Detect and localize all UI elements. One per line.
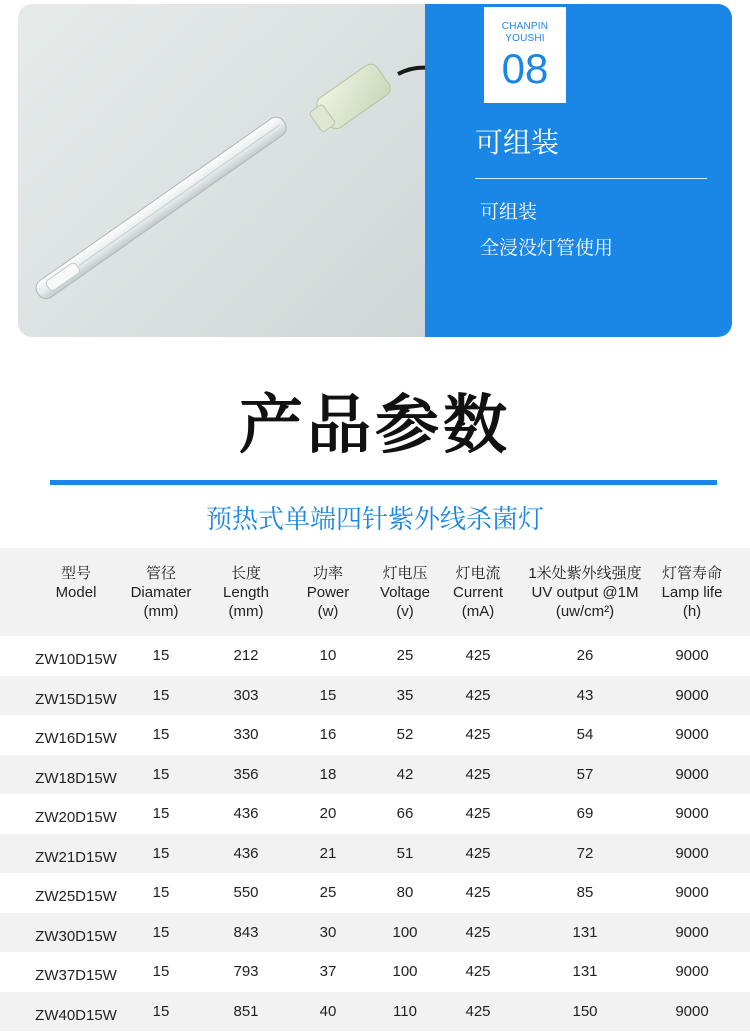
cell-uv-output: 72	[576, 844, 594, 862]
cell-uv-output: 131	[572, 963, 598, 980]
header-length-unit: (mm)	[228, 603, 264, 620]
header-length-cn: 长度	[230, 565, 261, 582]
cell-voltage: 42	[396, 765, 414, 783]
cell-lamp-life: 9000	[675, 647, 709, 664]
feature-title: 可组装	[475, 126, 560, 159]
cell-lamp-life: 9000	[675, 963, 709, 980]
cell-current: 425	[465, 923, 491, 941]
cell-diameter: 15	[152, 805, 170, 822]
cell-model: ZW37D15W	[35, 967, 117, 984]
header-voltage-cn: 灯电压	[382, 565, 428, 582]
cell-power: 30	[319, 923, 337, 941]
cell-current: 425	[465, 844, 491, 862]
cell-length: 793	[233, 963, 259, 980]
cell-diameter: 15	[152, 923, 170, 941]
cell-current: 425	[465, 765, 491, 783]
cell-lamp-life: 9000	[675, 686, 709, 704]
cell-current: 425	[465, 686, 491, 704]
header-lamp-life-unit: (h)	[682, 603, 702, 620]
feature-desc-line2: 全浸没灯管使用	[480, 237, 614, 259]
cell-length: 436	[233, 844, 259, 862]
cell-power: 37	[319, 963, 337, 980]
cell-length: 843	[233, 923, 259, 941]
cell-model: ZW21D15W	[35, 848, 117, 866]
cell-voltage: 110	[393, 1002, 417, 1020]
header-lamp-life-en: Lamp life	[661, 584, 723, 601]
cell-diameter: 15	[152, 765, 170, 783]
header-power	[288, 564, 368, 621]
cell-lamp-life: 9000	[675, 765, 709, 783]
table-row	[0, 913, 750, 953]
cell-voltage: 52	[396, 726, 414, 743]
cell-length: 303	[233, 686, 259, 704]
header-power-unit: (w)	[317, 603, 339, 620]
cell-power: 16	[319, 726, 337, 743]
cell-voltage: 35	[396, 686, 414, 704]
cell-length: 330	[233, 726, 259, 743]
cell-model: ZW30D15W	[35, 927, 117, 945]
cell-model: ZW10D15W	[35, 651, 117, 668]
cell-uv-output: 85	[576, 884, 594, 901]
cell-power: 20	[319, 805, 337, 822]
cell-uv-output: 26	[576, 647, 594, 664]
header-diameter	[120, 564, 202, 621]
header-current-en: Current	[452, 584, 504, 601]
product-photo	[18, 4, 430, 337]
cell-diameter: 15	[152, 686, 170, 704]
header-lamp-life-cn: 灯管寿命	[661, 565, 722, 582]
table-row	[0, 755, 750, 795]
cell-power: 25	[319, 884, 337, 901]
cell-uv-output: 150	[572, 1002, 598, 1020]
cell-lamp-life: 9000	[675, 1002, 709, 1020]
cell-length: 356	[233, 765, 259, 783]
table-row	[0, 715, 750, 755]
badge-number: 08	[501, 45, 549, 92]
header-voltage-en: Voltage	[379, 584, 431, 601]
cell-diameter: 15	[152, 844, 170, 862]
cell-current: 425	[465, 805, 491, 822]
feature-number-badge	[484, 7, 566, 103]
header-diameter-en: Diamater	[130, 584, 192, 601]
cell-uv-output: 69	[576, 805, 594, 822]
cell-voltage: 100	[392, 923, 418, 941]
cell-diameter: 15	[152, 647, 170, 664]
cell-diameter: 15	[152, 963, 170, 980]
header-uv-output-cn: 1米处紫外线强度	[528, 565, 642, 582]
cell-voltage: 80	[396, 884, 414, 901]
header-power-cn: 功率	[312, 565, 343, 582]
product-banner	[18, 4, 732, 337]
table-row	[0, 794, 750, 834]
badge-label	[484, 21, 566, 45]
header-uv-output-unit: (uw/cm²)	[555, 603, 615, 620]
cell-voltage: 66	[396, 805, 414, 822]
header-lamp-life	[650, 564, 734, 621]
header-current	[440, 564, 516, 621]
cell-model: ZW18D15W	[35, 769, 117, 787]
cell-uv-output: 54	[576, 726, 594, 743]
table-row	[0, 834, 750, 874]
cell-power: 10	[319, 647, 337, 664]
cell-lamp-life: 9000	[675, 726, 709, 743]
header-diameter-cn: 管径	[145, 565, 176, 582]
header-voltage	[367, 564, 443, 621]
cell-current: 425	[465, 884, 491, 901]
cell-uv-output: 131	[572, 923, 598, 941]
cell-power: 18	[319, 765, 337, 783]
cell-current: 425	[465, 1002, 491, 1020]
cell-current: 425	[465, 963, 491, 980]
table-row	[0, 676, 750, 716]
cell-power: 15	[319, 686, 337, 704]
cell-power: 40	[319, 1002, 337, 1020]
cell-model: ZW40D15W	[35, 1006, 117, 1024]
cell-voltage: 100	[392, 963, 418, 980]
cell-diameter: 15	[152, 884, 170, 901]
header-diameter-unit: (mm)	[143, 603, 179, 620]
header-uv-output	[515, 564, 655, 621]
header-power-en: Power	[306, 584, 350, 601]
table-row	[0, 992, 750, 1032]
table-row	[0, 636, 750, 676]
cell-uv-output: 43	[576, 686, 594, 704]
cell-current: 425	[465, 726, 491, 743]
cell-current: 425	[465, 647, 491, 664]
header-model-en: Model	[55, 584, 97, 601]
header-model-cn: 型号	[60, 565, 91, 582]
header-current-cn: 灯电流	[455, 565, 501, 582]
section-subtitle: 预热式单端四针紫外线杀菌灯	[205, 505, 544, 535]
table-row	[0, 952, 750, 992]
section-title: 产品参数	[239, 389, 511, 463]
badge-label-line2: YOUSHI	[505, 33, 545, 44]
cell-lamp-life: 9000	[675, 923, 709, 941]
cell-model: ZW16D15W	[35, 730, 117, 747]
badge-label-line1: CHANPIN	[501, 21, 549, 32]
header-length-en: Length	[223, 584, 269, 601]
cell-uv-output: 57	[576, 765, 594, 783]
cell-length: 851	[233, 1002, 259, 1020]
header-voltage-unit: (v)	[396, 603, 414, 620]
table-body	[0, 636, 750, 1031]
cell-length: 550	[233, 884, 259, 901]
cell-diameter: 15	[152, 726, 170, 743]
cell-model: ZW15D15W	[35, 690, 117, 708]
cell-voltage: 25	[396, 647, 414, 664]
cell-diameter: 15	[152, 1002, 170, 1020]
header-uv-output-en: UV output @1M	[531, 584, 639, 601]
cell-model: ZW20D15W	[35, 809, 117, 826]
cell-lamp-life: 9000	[675, 844, 709, 862]
spec-table	[0, 548, 750, 1031]
uv-lamp-image	[18, 4, 430, 337]
cell-length: 436	[233, 805, 259, 822]
cell-lamp-life: 9000	[675, 805, 709, 822]
feature-desc-line1: 可组装	[480, 201, 538, 223]
header-length	[204, 564, 288, 621]
cell-length: 212	[233, 647, 259, 664]
cell-lamp-life: 9000	[675, 884, 709, 901]
cell-model: ZW25D15W	[35, 888, 117, 905]
header-current-unit: (mA)	[461, 603, 495, 620]
section-divider	[50, 480, 717, 485]
cell-voltage: 51	[396, 844, 414, 862]
feature-divider	[475, 178, 707, 179]
table-row	[0, 873, 750, 913]
cell-power: 21	[319, 844, 337, 862]
table-header	[0, 548, 750, 636]
feature-panel	[425, 4, 732, 337]
